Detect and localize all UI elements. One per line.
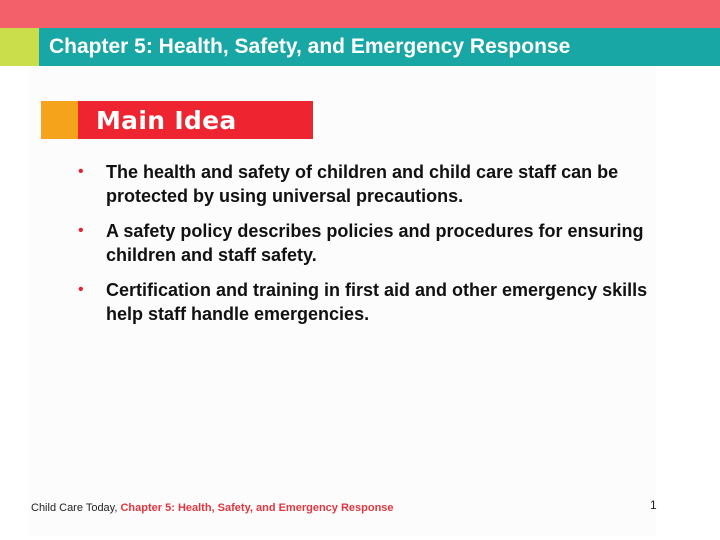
bullet-icon: • [78,163,84,180]
accent-square [0,28,39,66]
bullet-list [78,160,668,337]
main-idea-label-box [78,101,313,139]
title-bar [39,28,720,66]
footer [31,502,394,514]
footer-book-title: Child Care Today, [31,502,121,514]
list-item [78,160,668,208]
bullet-text: Certification and training in first aid and other emergency skills help staff handle emergencies. [106,280,648,324]
main-idea-label: Main Idea [96,105,237,135]
footer-chapter-title: Chapter 5: Health, Safety, and Emergency Response [120,502,394,514]
list-item [78,278,668,326]
page-number: 1 [650,498,657,512]
bullet-icon: • [78,281,84,298]
main-idea-banner [41,101,313,139]
top-color-bar [0,0,720,28]
main-idea-accent [41,101,78,139]
bullet-text: A safety policy describes policies and procedures for ensuring children and staff safety. [106,221,644,265]
bullet-icon: • [78,222,84,239]
list-item [78,219,668,267]
slide-title: Chapter 5: Health, Safety, and Emergency Response [49,35,571,58]
bullet-text: The health and safety of children and child care staff can be protected by using universal precautions. [106,162,619,206]
